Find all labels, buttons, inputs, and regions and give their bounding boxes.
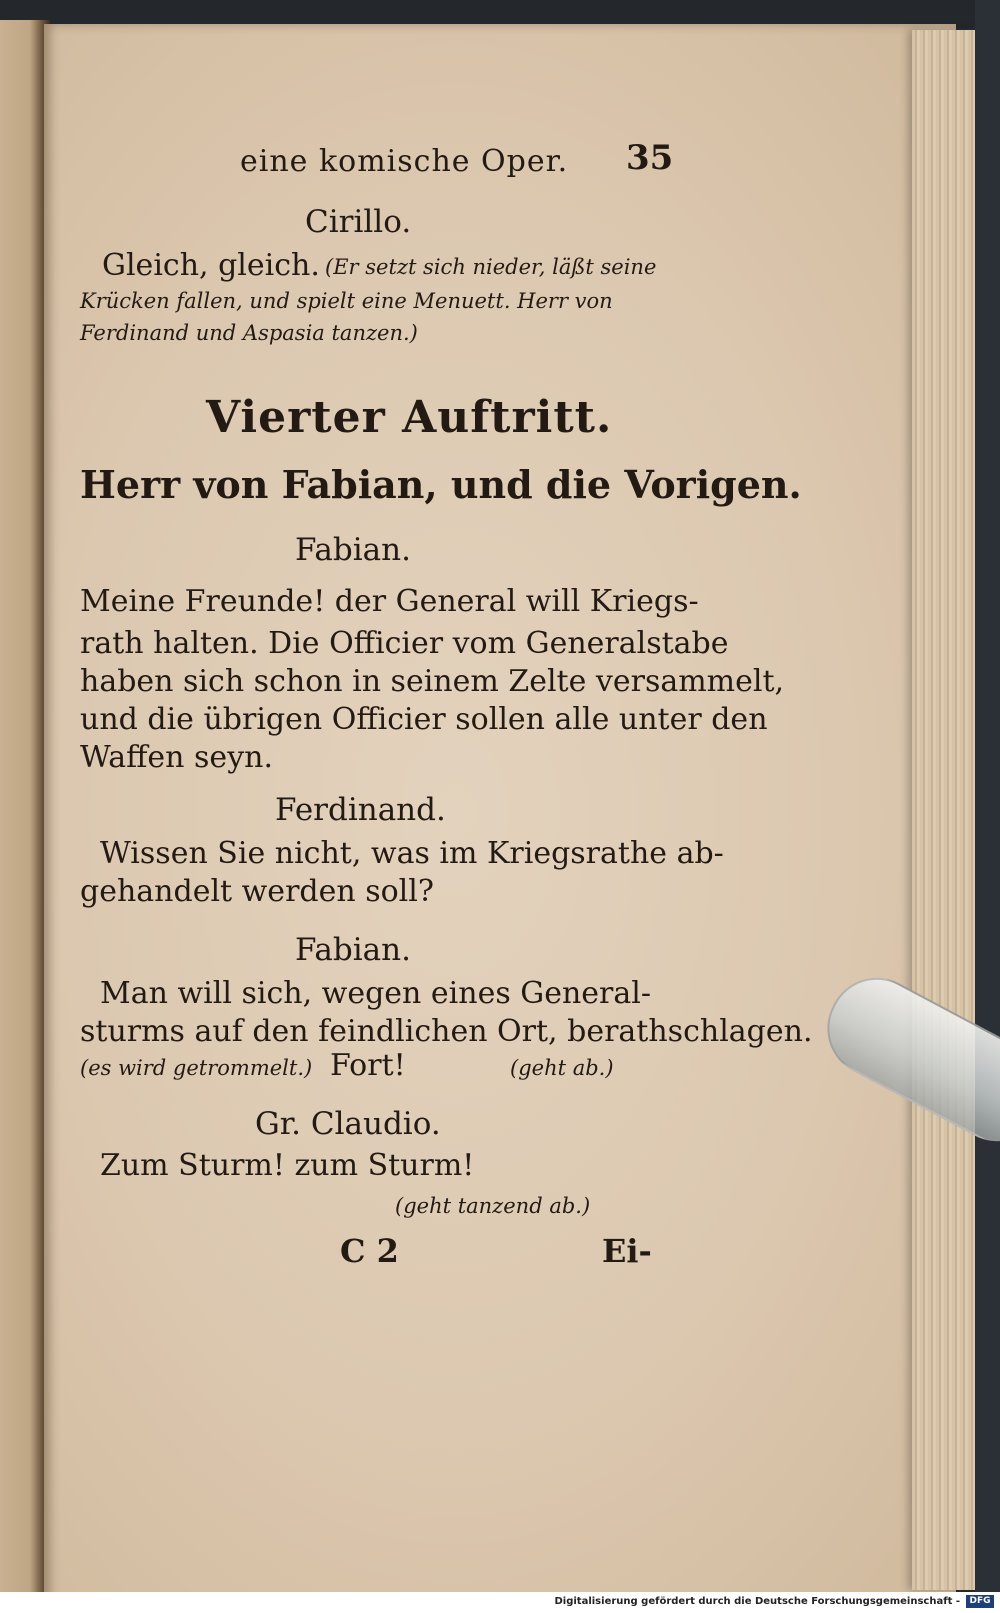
body-line: Zum Sturm! zum Sturm! xyxy=(100,1148,475,1183)
scene-heading: Vierter Auftritt. xyxy=(206,392,613,443)
speaker-claudio: Gr. Claudio. xyxy=(255,1106,441,1142)
body-line: Gleich, gleich. xyxy=(102,248,320,283)
running-head: eine komische Oper. xyxy=(240,144,569,179)
body-line: Waffen seyn. xyxy=(80,740,273,775)
stage-direction: (es wird getrommelt.) xyxy=(80,1056,313,1080)
body-line: gehandelt werden soll? xyxy=(80,874,434,909)
catchword: Ei- xyxy=(602,1232,652,1270)
speaker-fabian: Fabian. xyxy=(295,932,411,968)
body-line: und die übrigen Officier sollen alle unter den xyxy=(80,702,768,737)
stage-direction: Ferdinand und Aspasia tanzen.) xyxy=(80,321,418,345)
funding-credit: Digitalisierung gefördert durch die Deutsche Forschungsgemeinschaft - xyxy=(554,1596,960,1607)
stage-direction: (Er setzt sich nieder, läßt seine xyxy=(325,255,657,279)
body-line: sturms auf den feindlichen Ort, berathschlagen. xyxy=(80,1014,813,1049)
body-line: Wissen Sie nicht, was im Kriegsrathe ab- xyxy=(100,836,724,871)
cast-list: Herr von Fabian, und die Vorigen. xyxy=(80,462,802,507)
signature-mark: C 2 xyxy=(340,1232,399,1270)
body-line: Meine Freunde! der General will Kriegs- xyxy=(80,584,699,619)
speaker-cirillo: Cirillo. xyxy=(305,204,412,240)
dfg-logo: DFG xyxy=(966,1595,994,1608)
book-page xyxy=(44,24,956,1604)
page-fore-edge xyxy=(912,30,982,1590)
body-line: Fort! xyxy=(330,1048,406,1083)
body-line: haben sich schon in seinem Zelte versammelt, xyxy=(80,664,785,699)
stage-direction: (geht ab.) xyxy=(510,1056,614,1080)
page-number: 35 xyxy=(626,138,674,178)
speaker-fabian: Fabian. xyxy=(295,532,411,568)
stage-direction: (geht tanzend ab.) xyxy=(395,1194,591,1218)
body-line: rath halten. Die Officier vom Generalstabe xyxy=(80,626,729,661)
stage-direction: Krücken fallen, und spielt eine Menuett. Herr von xyxy=(80,289,613,313)
body-line: Man will sich, wegen eines General- xyxy=(100,976,652,1011)
scan-background-right xyxy=(975,0,1000,1613)
book-gutter xyxy=(0,20,50,1605)
speaker-ferdinand: Ferdinand. xyxy=(275,792,446,828)
